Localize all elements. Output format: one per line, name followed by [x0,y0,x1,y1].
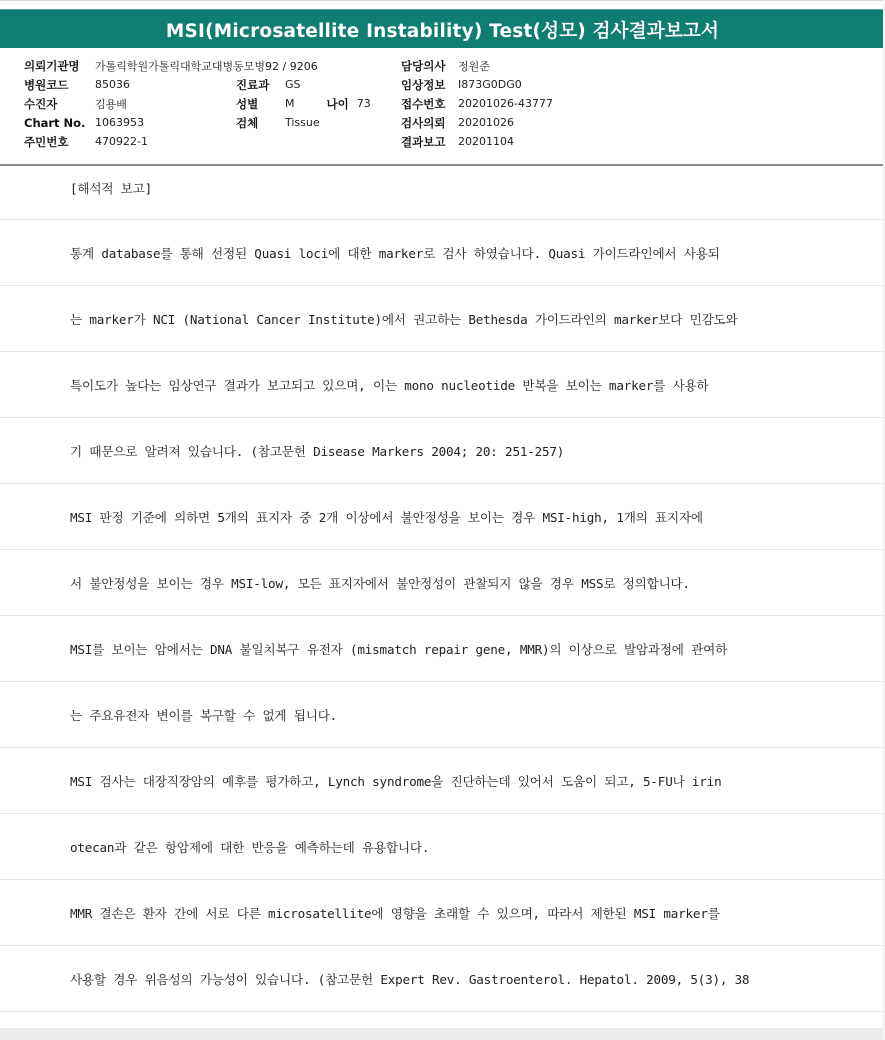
report-line-text: 통계 database를 통해 선정된 Quasi loci에 대한 marker로 검사 하였습니다. Quasi 가이드라인에서 사용되 [70,246,720,261]
patient-name-label: 수진자 [24,96,58,111]
receipt-no-value: 20201026-43777 [458,97,553,110]
age-label: 나이 [326,96,349,111]
patient-info-column-2 [236,56,371,132]
report-heading: [해석적 보고] [70,181,152,196]
report-date-label: 결과보고 [401,134,446,149]
age-value: 73 [356,97,371,110]
report-line-text: MSI를 보이는 암에서는 DNA 불일치복구 유전자 (mismatch repair gene, MMR)의 이상으로 발암과정에 관여하 [70,642,728,657]
report-line [0,484,885,550]
sex-label: 성별 [236,96,259,111]
report-title: MSI(Microsatellite Instability) Test(성모) 검사결과보고서 [0,9,885,50]
info-row-resident-no [24,132,318,151]
resident-no-label: 주민번호 [24,134,69,149]
report-line [0,682,885,748]
patient-name-value: 김용배 [95,97,127,111]
info-row-specimen [236,113,371,132]
report-date-value: 20201104 [458,135,514,148]
report-line-text: MSI 검사는 대장직장암의 예후를 평가하고, Lynch syndrome을 진단하는데 있어서 도움이 되고, 5-FU나 irin [70,774,722,789]
hospital-code-label: 병원코드 [24,77,69,92]
doctor-value: 정원준 [458,59,490,73]
report-line [0,748,885,814]
report-line [0,814,885,880]
report-line-text: 는 marker가 NCI (National Cancer Institute)에서 권고하는 Bethesda 가이드라인의 marker보다 민감도와 [70,312,738,327]
report-line [0,946,885,1012]
doctor-label: 담당의사 [401,58,446,73]
report-line-text: 특이도가 높다는 임상연구 결과가 보고되고 있으며, 이는 mono nucleotide 반복을 보이는 marker를 사용하 [70,378,709,393]
report-line-text: 기 때문으로 알려져 있습니다. (참고문헌 Disease Markers 2004; 20: 251-257) [70,444,565,459]
patient-info-column-3 [401,56,553,151]
specimen-label: 검체 [236,115,259,130]
report-line [0,220,885,286]
sex-value: M [285,97,295,110]
info-row-sex-age [236,94,371,113]
chart-no-label: Chart No. [24,115,86,130]
report-line-text: 사용할 경우 위음성의 가능성이 있습니다. (참고문헌 Expert Rev. Gastroenterol. Hepatol. 2009, 5(3), 38 [70,972,750,987]
info-row-department [236,75,371,94]
info-row-spacer [236,56,371,75]
report-line [0,286,885,352]
resident-no-value: 470922-1 [95,135,148,148]
info-row-clinical-info [401,75,553,94]
info-row-receipt-no [401,94,553,113]
department-value: GS [285,78,301,91]
clinical-info-value: I873G0DG0 [458,78,522,91]
horizontal-scrollbar-track[interactable] [0,1028,885,1040]
receipt-no-label: 접수번호 [401,96,446,111]
request-date-label: 검사의뢰 [401,115,446,130]
info-row-doctor [401,56,553,75]
report-heading-row [0,166,885,220]
clinical-info-label: 임상정보 [401,77,446,92]
info-row-report-date [401,132,553,151]
info-row-request-date [401,113,553,132]
report-line-text: otecan과 같은 항암제에 대한 반응을 예측하는데 유용합니다. [70,840,430,855]
chart-no-value: 1063953 [95,116,144,129]
report-line-text: 서 불안정성을 보이는 경우 MSI-low, 모든 표지자에서 불안정성이 관찰되지 않을 경우 MSS로 정의합니다. [70,576,690,591]
specimen-value: Tissue [285,116,320,129]
hospital-code-value: 85036 [95,78,130,91]
request-date-value: 20201026 [458,116,514,129]
institution-value: 가톨릭학원가톨릭대학교대병동모병92 / 9206 [95,59,318,73]
report-line [0,616,885,682]
interpretive-report [0,166,885,1028]
report-line-text: MMR 결손은 환자 간에 서로 다른 microsatellite에 영향을 초래할 수 있으며, 따라서 제한된 MSI marker를 [70,906,720,921]
report-line [0,550,885,616]
report-line-text: 는 주요유전자 변이를 복구할 수 없게 됩니다. [70,708,338,723]
department-label: 진료과 [236,77,270,92]
title-bar [0,0,885,49]
report-line [0,352,885,418]
institution-label: 의뢰기관명 [24,58,80,73]
report-line-text: MSI 판정 기준에 의하면 5개의 표지자 중 2개 이상에서 불안정성을 보이는 경우 MSI-high, 1개의 표지자에 [70,510,703,525]
report-line [0,880,885,946]
patient-info-panel [0,48,885,166]
report-line [0,418,885,484]
